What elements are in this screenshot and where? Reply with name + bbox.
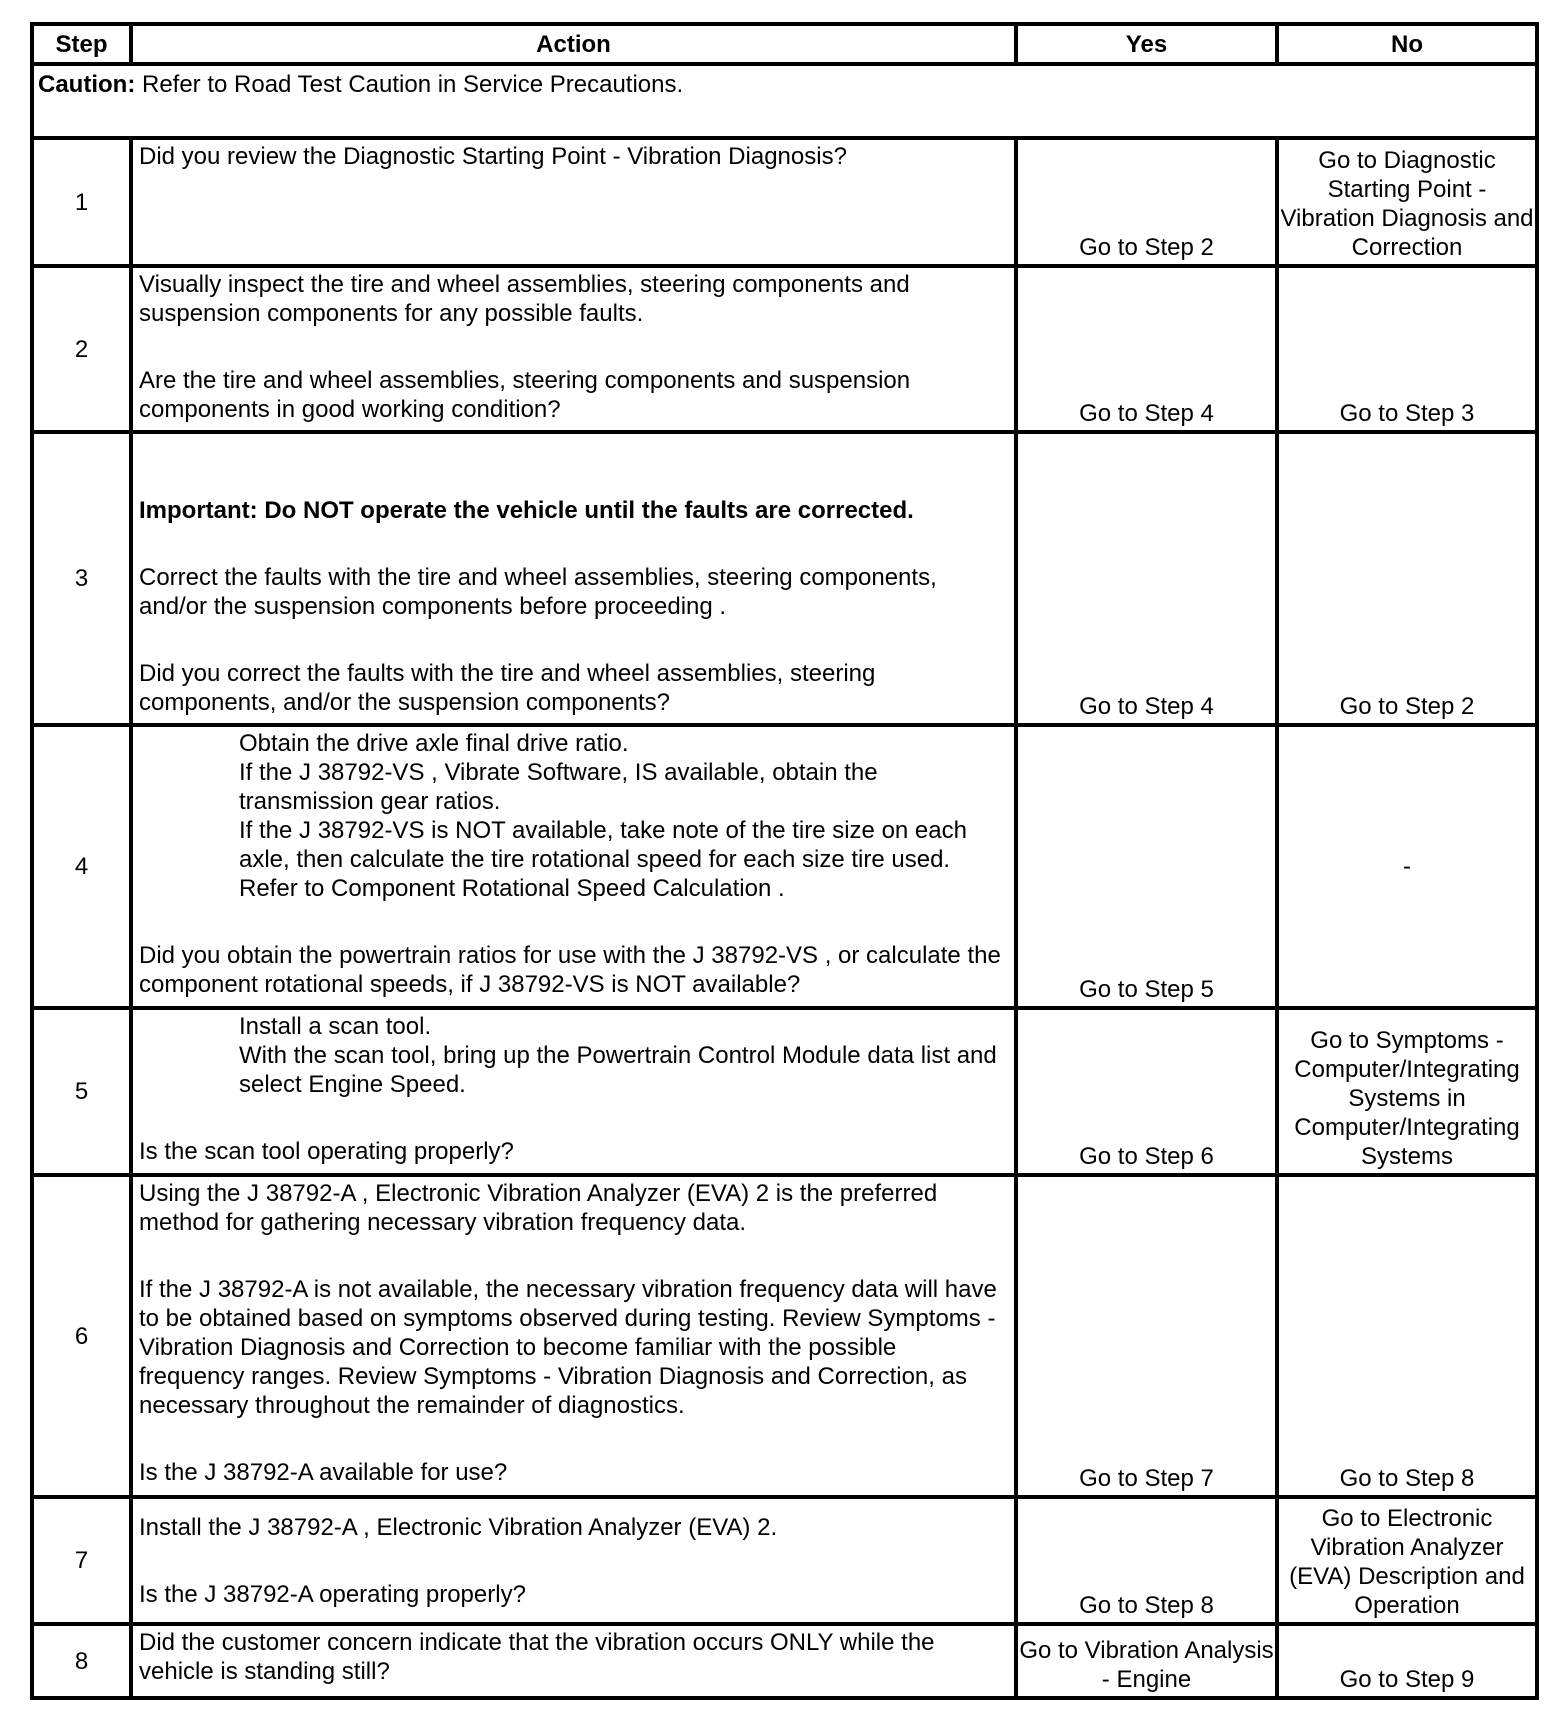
- action-substep: Obtain the drive axle final drive ratio.: [239, 730, 629, 757]
- action-question: Did you correct the faults with the tire and wheel assemblies, steering components, and/or the suspension components?: [139, 660, 876, 716]
- header-action: Action: [131, 24, 1016, 64]
- step-number: 2: [32, 266, 131, 432]
- action-substep: If the J 38792-VS is NOT available, take note of the tire size on each axle, then calculate the tire rotational speed for each size tire used. Refer to Component Rotational Speed Calculation .: [239, 817, 967, 902]
- action-substep: Install a scan tool.: [239, 1013, 432, 1040]
- step-number: 1: [32, 138, 131, 266]
- step-number: 4: [32, 725, 131, 1008]
- yes-result: Go to Step 5: [1016, 725, 1277, 1008]
- table-row: [32, 1175, 1537, 1497]
- table-row: [32, 725, 1537, 1008]
- yes-result: Go to Step 4: [1016, 266, 1277, 432]
- no-result: -: [1277, 725, 1537, 1008]
- action-text: Visually inspect the tire and wheel assemblies, steering components and suspension components for any possible faults.: [139, 271, 910, 327]
- diagnostic-table: [30, 22, 1539, 1700]
- no-result: Go to Electronic Vibration Analyzer (EVA) Description and Operation: [1277, 1497, 1537, 1624]
- action-cell: [131, 138, 1016, 266]
- action-cell: [131, 1497, 1016, 1624]
- table-row: [32, 1497, 1537, 1624]
- action-cell: [131, 1624, 1016, 1698]
- action-question: Is the scan tool operating properly?: [139, 1138, 514, 1165]
- action-question: Did you obtain the powertrain ratios for use with the J 38792-VS , or calculate the component rotational speeds, if J 38792-VS is NOT available?: [139, 942, 1001, 998]
- action-cell: [131, 1175, 1016, 1497]
- table-row: [32, 432, 1537, 725]
- action-question: Are the tire and wheel assemblies, steering components and suspension components in good working condition?: [139, 367, 911, 423]
- table-row: [32, 138, 1537, 266]
- action-substep: If the J 38792-VS , Vibrate Software, IS available, obtain the transmission gear ratios.: [239, 759, 878, 815]
- action-cell: [131, 725, 1016, 1008]
- no-result: Go to Step 8: [1277, 1175, 1537, 1497]
- yes-result: Go to Step 7: [1016, 1175, 1277, 1497]
- header-no: No: [1277, 24, 1537, 64]
- table-row: [32, 1008, 1537, 1175]
- caution-row: [32, 64, 1537, 138]
- no-result: Go to Diagnostic Starting Point - Vibration Diagnosis and Correction: [1277, 138, 1537, 266]
- no-result: Go to Step 9: [1277, 1624, 1537, 1698]
- action-substep: With the scan tool, bring up the Powertrain Control Module data list and select Engine Speed.: [239, 1042, 997, 1098]
- header-step: Step: [32, 24, 131, 64]
- action-text: If the J 38792-A is not available, the necessary vibration frequency data will have to be obtained based on symptoms observed during testing. Review Symptoms - Vibration Diagnosis and Correction to become familiar with the possible frequency ranges. Review Symptoms - Vibration Diagnosis and Correction, as necessary throughout the remainder of diagnostics.: [139, 1276, 997, 1419]
- action-cell: [131, 1008, 1016, 1175]
- action-question: Is the J 38792-A available for use?: [139, 1459, 508, 1486]
- action-text: Did you review the Diagnostic Starting Point - Vibration Diagnosis?: [139, 143, 847, 170]
- caution-label: Caution:: [38, 71, 136, 98]
- step-number: 7: [32, 1497, 131, 1624]
- action-cell: [131, 266, 1016, 432]
- important-note: Important: Do NOT operate the vehicle until the faults are corrected.: [139, 497, 914, 524]
- step-number: 3: [32, 432, 131, 725]
- header-yes: Yes: [1016, 24, 1277, 64]
- action-question: Did the customer concern indicate that the vibration occurs ONLY while the vehicle is standing still?: [139, 1629, 935, 1685]
- header-row: [32, 24, 1537, 64]
- no-result: Go to Symptoms - Computer/Integrating Systems in Computer/Integrating Systems: [1277, 1008, 1537, 1175]
- action-text: Install the J 38792-A , Electronic Vibration Analyzer (EVA) 2.: [139, 1514, 778, 1541]
- caution-cell: [32, 64, 1537, 138]
- action-text: Correct the faults with the tire and wheel assemblies, steering components, and/or the suspension components before proceeding .: [139, 564, 937, 620]
- yes-result: Go to Step 4: [1016, 432, 1277, 725]
- no-result: Go to Step 3: [1277, 266, 1537, 432]
- yes-result: Go to Vibration Analysis - Engine: [1016, 1624, 1277, 1698]
- table-row: [32, 1624, 1537, 1698]
- no-result: Go to Step 2: [1277, 432, 1537, 725]
- action-cell: [131, 432, 1016, 725]
- table-row: [32, 266, 1537, 432]
- step-number: 6: [32, 1175, 131, 1497]
- caution-text: Refer to Road Test Caution in Service Precautions.: [135, 71, 684, 98]
- step-number: 8: [32, 1624, 131, 1698]
- yes-result: Go to Step 8: [1016, 1497, 1277, 1624]
- yes-result: Go to Step 6: [1016, 1008, 1277, 1175]
- action-text: Using the J 38792-A , Electronic Vibration Analyzer (EVA) 2 is the preferred method for gathering necessary vibration frequency data.: [139, 1180, 938, 1236]
- action-question: Is the J 38792-A operating properly?: [139, 1581, 526, 1608]
- yes-result: Go to Step 2: [1016, 138, 1277, 266]
- step-number: 5: [32, 1008, 131, 1175]
